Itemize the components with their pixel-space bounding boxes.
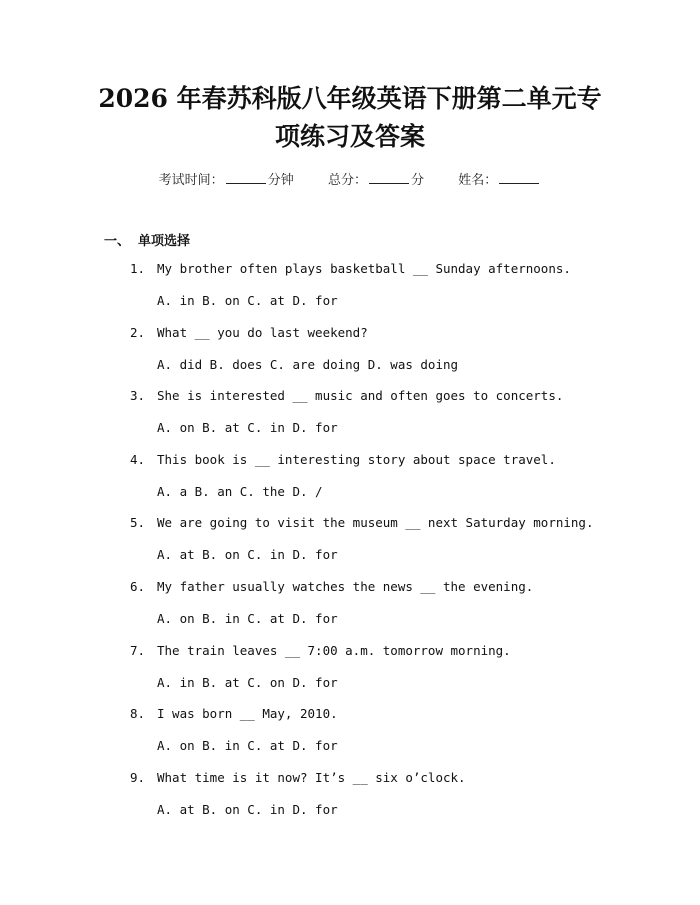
question-options: A. at B. on C. in D. for [157,547,338,563]
question-text: I was born __ May, 2010. [157,706,338,722]
question-number: 6. [130,578,146,594]
question-options: A. a B. an C. the D. / [157,483,323,499]
question-options: A. at B. on C. in D. for [157,801,338,817]
question-options: A. on B. in C. at D. for [157,610,338,626]
question-item [0,512,700,576]
question-list [0,258,700,830]
section-heading [104,230,190,249]
question-number: 1. [130,261,146,276]
question-text: My brother often plays basketball __ Sunday afternoons. [157,261,571,276]
total-score-blank [369,171,409,184]
question-item [0,258,700,322]
question-number: 9. [130,769,146,785]
question-number: 4. [130,451,146,467]
question-item [0,385,700,449]
question-number: 8. [130,706,146,722]
question-number: 2. [130,324,146,340]
exam-time-unit: 分钟 [267,173,294,188]
question-item [0,640,700,704]
question-options: A. in B. on C. at D. for [157,293,338,308]
question-item [0,449,700,513]
question-text: My father usually watches the news __ the evening. [157,578,534,594]
section-title: 单项选择 [138,234,191,249]
question-number: 7. [130,642,146,658]
question-text: What __ you do last weekend? [157,324,368,340]
question-item [0,703,700,767]
question-text: She is interested __ music and often goes to concerts. [157,388,564,404]
document-title-line-1: 2026 年春苏科版八年级英语下册第二单元专 [98,84,602,113]
question-text: This book is __ interesting story about space travel. [157,451,556,467]
question-number: 3. [130,388,146,404]
question-options: A. on B. at C. in D. for [157,420,338,436]
document-title-line-2: 项练习及答案 [274,122,425,151]
question-item [0,576,700,640]
question-options: A. did B. does C. are doing D. was doing [157,356,459,372]
question-options: A. in B. at C. on D. for [157,674,338,690]
total-score-label: 总分： [327,173,367,188]
exam-info-line [0,169,700,188]
question-item [0,767,700,831]
question-text: The train leaves __ 7:00 a.m. tomorrow morning. [157,642,511,658]
exam-time-blank [226,171,266,184]
question-item [0,322,700,386]
section-number: 一、 [104,234,131,249]
question-text: What time is it now? It’s __ six o’clock. [157,769,466,785]
exam-time-label: 考试时间： [158,173,224,188]
total-score-unit: 分 [411,173,425,188]
student-name-label: 姓名： [458,173,498,188]
question-number: 5. [130,515,146,531]
question-options: A. on B. in C. at D. for [157,738,338,754]
student-name-blank [499,171,539,184]
question-text: We are going to visit the museum __ next Saturday morning. [157,515,594,531]
